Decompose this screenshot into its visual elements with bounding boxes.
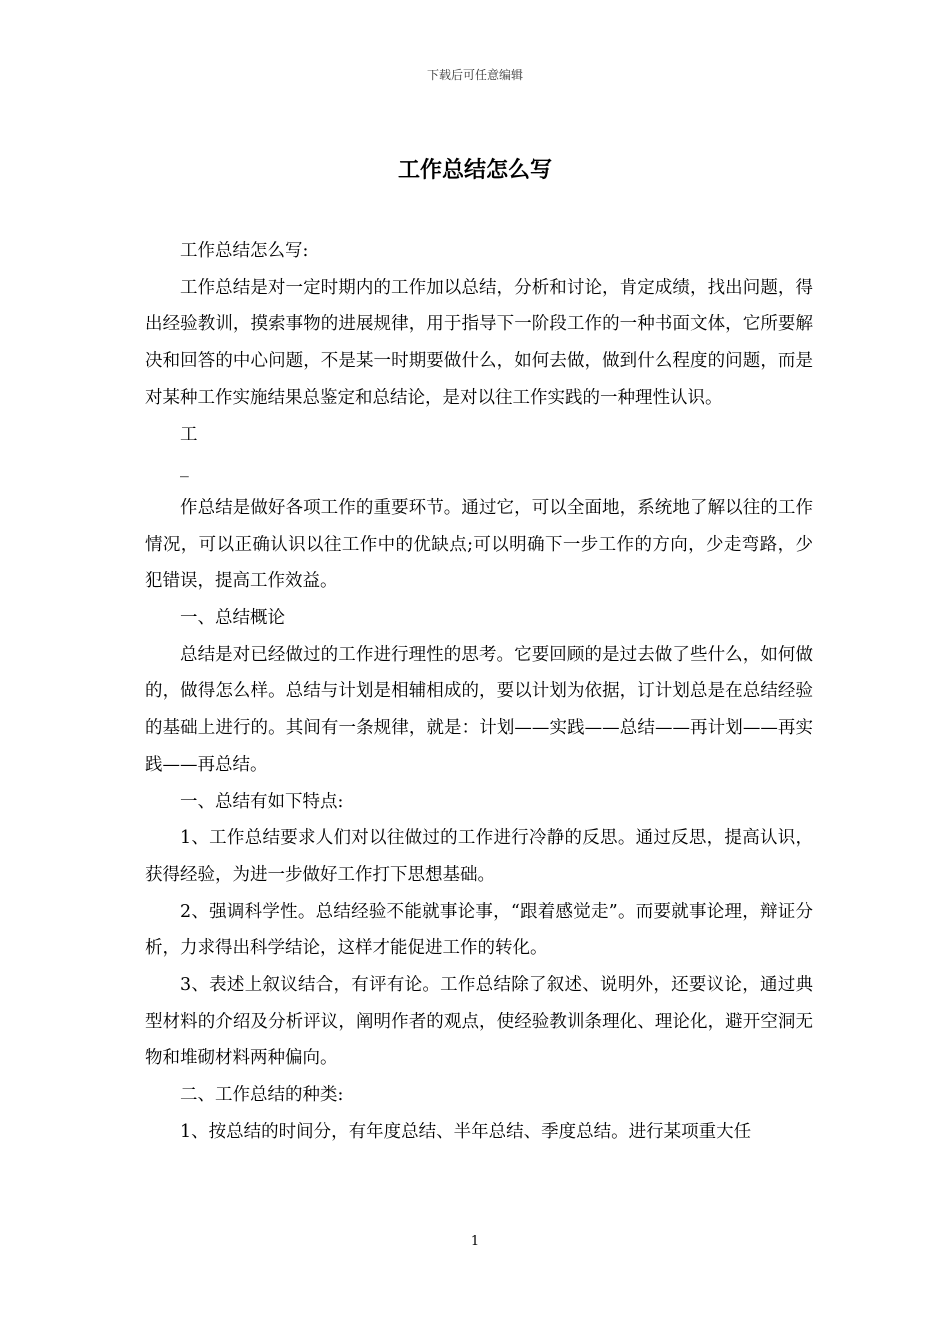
paragraph-overview: 总结是对已经做过的工作进行理性的思考。它要回顾的是过去做了些什么，如何做的，做得怎么样。总结与计划是相辅相成的，要以计划为依据，订计划总是在总结经验的基础上进行的。其间有一条规律，就是：计划——实践——总结——再计划——再实践——再总结。 [145,644,813,775]
list-item-feature-3: 3、表述上叙议结合，有评有论。工作总结除了叙述、说明外，还要议论，通过典型材料的介绍及分析评议，阐明作者的观点，使经验教训条理化、理论化，避开空洞无物和堆砌材料两种偏向。 [145,975,813,1069]
paragraph-definition: 工作总结是对一定时期内的工作加以总结，分析和讨论，肯定成绩，找出问题，得出经验教训，摸索事物的进展规律，用于指导下一阶段工作的一种书面文体，它所要解决和回答的中心问题，不是某一时期要做什么，如何去做，做到什么程度的问题，而是对某种工作实施结果总鉴定和总结论，是对以往工作实践的一种理性认识。 [145,277,813,408]
section-heading-features: 一、总结有如下特点: [180,791,344,812]
list-item-type-1: 1、按总结的时间分，有年度总结、半年总结、季度总结。进行某项重大任 [180,1121,752,1142]
list-item-feature-1: 1、工作总结要求人们对以往做过的工作进行冷静的反思。通过反思，提高认识，获得经验，为进一步做好工作打下思想基础。 [145,828,813,885]
section-heading-types: 二、工作总结的种类: [180,1085,344,1106]
document-title: 工作总结怎么写 [397,157,552,183]
paragraph-heading-label: 工作总结怎么写: [180,241,309,261]
page-number: 1 [470,1234,480,1249]
page-header: 下载后可任意编辑 [426,68,523,82]
paragraph-underscore: _ [180,458,189,479]
paragraph-fragment: 工 [180,424,198,445]
list-item-feature-2: 2、强调科学性。总结经验不能就事论事，“跟着感觉走”。而要就事论理，辩证分析，力求得出科学结论，这样才能促进工作的转化。 [145,901,813,959]
paragraph-importance: 作总结是做好各项工作的重要环节。通过它，可以全面地，系统地了解以往的工作情况，可以正确认识以往工作中的优缺点;可以明确下一步工作的方向，少走弯路，少犯错误，提高工作效益。 [145,497,813,592]
section-heading-overview: 一、总结概论 [180,608,285,629]
document-body [145,233,813,1151]
